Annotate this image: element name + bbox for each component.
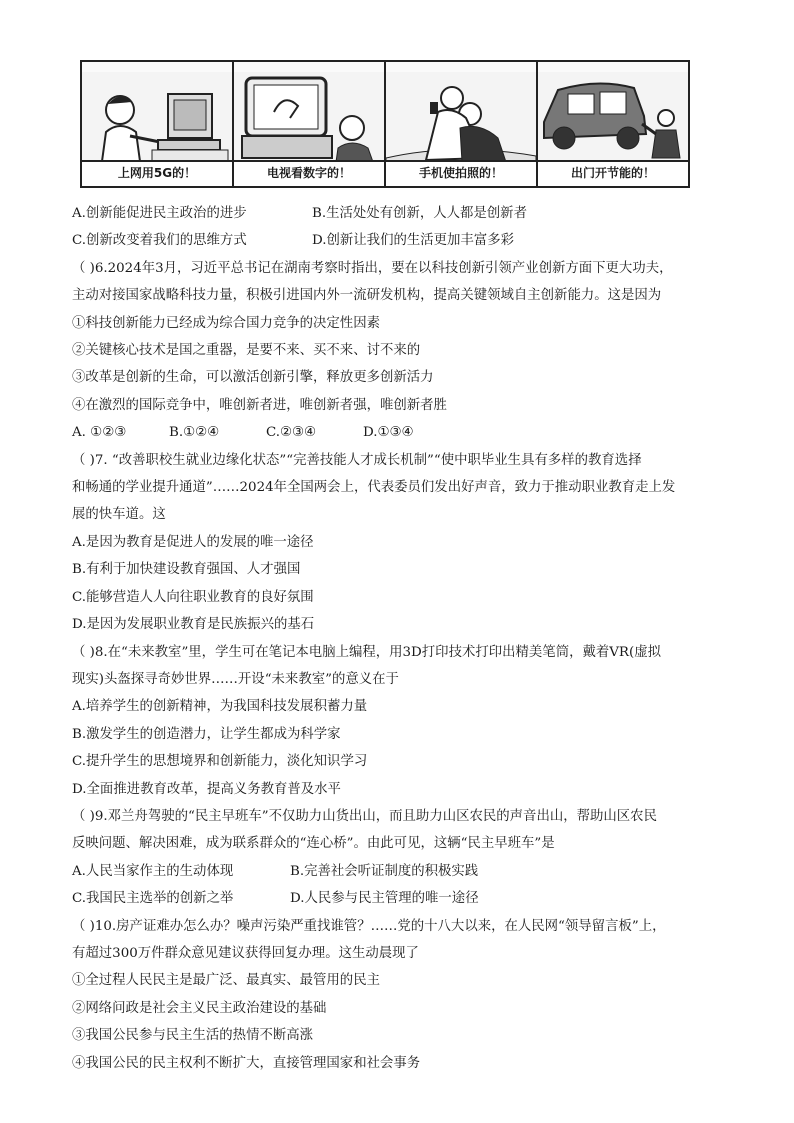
q7-option-a[interactable]: A.是因为教育是促进人的发展的唯一途径 — [72, 534, 314, 550]
q6-option-c[interactable]: C.②③④ — [266, 425, 317, 441]
q5-options-row-1 — [72, 200, 732, 227]
q7-option-b[interactable]: B.有利于加快建设教育强国、人才强国 — [72, 562, 301, 578]
q6-options — [72, 419, 732, 446]
q5-option-c[interactable]: C.创新改变着我们的思维方式 — [72, 233, 247, 249]
question-content — [72, 200, 732, 1077]
q6-item-2: ②关键核心技术是国之重器，是要不来、买不来、讨不来的 — [72, 343, 421, 359]
q8-stem-line-2: 现实)头盔探寻奇妙世界……开设“未来教室”的意义在于 — [72, 671, 399, 687]
q7-stem-line-2: 和畅通的学业提升通道”……2024年全国两会上，代表委员们发出好声音，致力于推动职业教育走上发 — [72, 480, 676, 496]
q9-option-b[interactable]: B.完善社会听证制度的积极实践 — [290, 863, 479, 879]
q8-option-b[interactable]: B.激发学生的创造潜力，让学生都成为科学家 — [72, 726, 341, 742]
q10-item-1: ①全过程人民民主是最广泛、最真实、最管用的民主 — [72, 973, 380, 989]
q9-options-row-1 — [72, 858, 732, 885]
q8-option-a[interactable]: A.培养学生的创新精神，为我国科技发展积蓄力量 — [72, 699, 368, 715]
q6-stem-line-2: 主动对接国家战略科技力量，积极引进国内外一流研发机构，提高关键领域自主创新能力。这是因为 — [72, 288, 662, 304]
comic-caption-1: 上网用5G的！ — [82, 160, 232, 186]
q10-stem-line-1: （ )10.房产证难办怎么办？噪声污染严重找谁管？……党的十八大以来，在人民网“领导留言板”上， — [72, 918, 666, 934]
comic-caption-4: 出门开节能的！ — [538, 160, 688, 186]
comic-panel-1 — [82, 62, 234, 186]
q6-option-b[interactable]: B.①②④ — [169, 425, 220, 441]
q6-item-4: ④在激烈的国际竞争中，唯创新者进，唯创新者强，唯创新者胜 — [72, 397, 447, 413]
q9-options-row-2 — [72, 885, 732, 912]
comic-strip — [80, 60, 690, 188]
q9-option-a[interactable]: A.人民当家作主的生动体现 — [72, 863, 234, 879]
q8-option-d[interactable]: D.全面推进教育改革，提高义务教育普及水平 — [72, 781, 341, 797]
q5-options-row-2 — [72, 227, 732, 254]
q6-item-3: ③改革是创新的生命，可以激活创新引擎，释放更多创新活力 — [72, 370, 434, 386]
q6-option-a[interactable]: A. ①②③ — [72, 425, 127, 441]
comic-panel-2 — [234, 62, 386, 186]
comic-caption-2: 电视看数字的！ — [234, 160, 384, 186]
q10-item-4: ④我国公民的民主权利不断扩大，直接管理国家和社会事务 — [72, 1055, 421, 1071]
q9-stem-line-1: （ )9.邓兰舟驾驶的“民主早班车”不仅助力山货出山，而且助力山区农民的声音出山，帮助山区农民 — [72, 808, 657, 824]
comic-panel-4 — [538, 62, 688, 186]
q10-stem-line-2: 有超过300万件群众意见建议获得回复办理。这生动晨现了 — [72, 945, 419, 961]
q8-option-c[interactable]: C.提升学生的思想境界和创新能力，淡化知识学习 — [72, 754, 368, 770]
q6-item-1: ①科技创新能力已经成为综合国力竞争的决定性因素 — [72, 315, 380, 331]
q9-option-d[interactable]: D.人民参与民主管理的唯一途径 — [290, 891, 479, 907]
q10-item-2: ②网络问政是社会主义民主政治建设的基础 — [72, 1000, 327, 1016]
q7-option-d[interactable]: D.是因为发展职业教育是民族振兴的基石 — [72, 617, 315, 633]
q6-option-d[interactable]: D.①③④ — [363, 425, 414, 441]
q6-stem-line-1: （ )6.2024年3月，习近平总书记在湖南考察时指出，要在以科技创新引领产业创新方面下更大功夫， — [72, 260, 673, 276]
q8-stem-line-1: （ )8.在“未来教室”里，学生可在笔记本电脑上编程，用3D打印技术打印出精美笔筒，戴着VR(虚拟 — [72, 644, 662, 660]
comic-caption-3: 手机使拍照的！ — [386, 160, 536, 186]
q9-stem-line-2: 反映问题、解决困难，成为联系群众的“连心桥”。由此可见，这辆“民主早班车”是 — [72, 836, 555, 852]
q7-stem-line-3: 展的快车道。这 — [72, 507, 166, 523]
q5-option-b[interactable]: B.生活处处有创新，人人都是创新者 — [312, 206, 527, 221]
comic-panel-3 — [386, 62, 538, 186]
q7-option-c[interactable]: C.能够营造人人向往职业教育的良好氛围 — [72, 589, 314, 605]
q5-option-d[interactable]: D.创新让我们的生活更加丰富多彩 — [312, 233, 514, 249]
q7-stem-line-1: （ )7. “改善职校生就业边缘化状态”“完善技能人才成长机制”“使中职毕业生具有多样的教育选择 — [72, 452, 642, 468]
q5-option-a[interactable]: A.创新能促进民主政治的进步 — [72, 206, 247, 221]
q10-item-3: ③我国公民参与民主生活的热情不断高涨 — [72, 1028, 314, 1044]
q9-option-c[interactable]: C.我国民主选举的创新之举 — [72, 891, 234, 907]
